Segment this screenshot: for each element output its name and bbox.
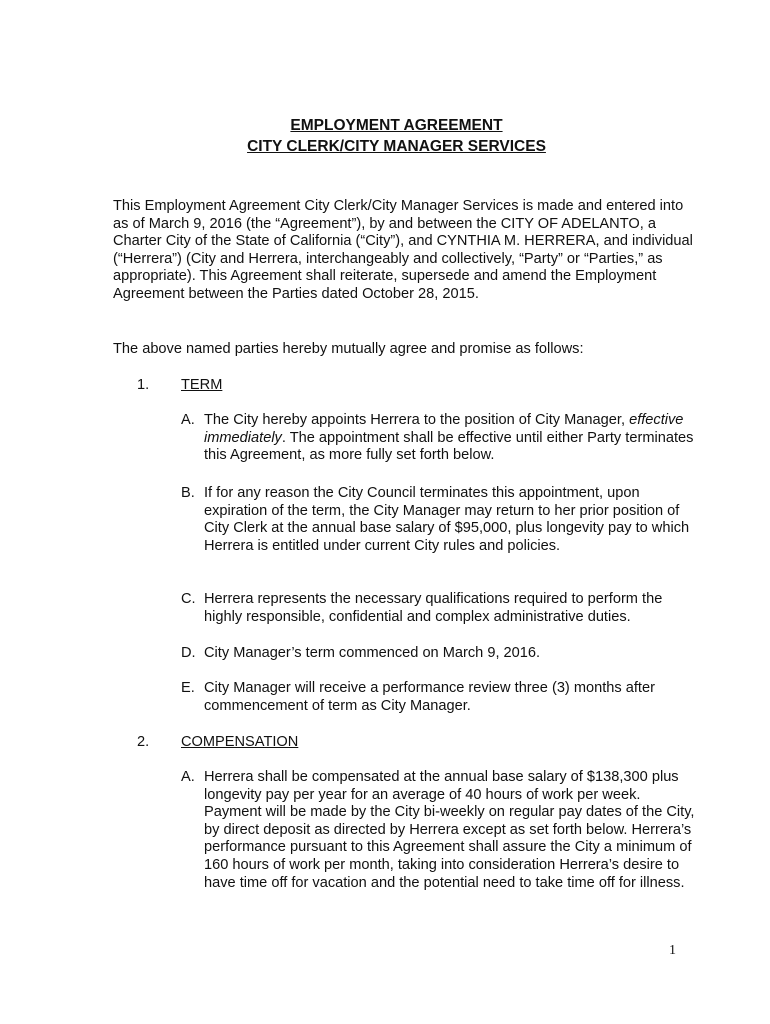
term-item-a [181, 412, 701, 465]
term-item-c [181, 591, 701, 626]
document-title [0, 115, 770, 157]
item-text: City Manager will receive a performance review three (3) months after commencement of term as City Manager. [204, 680, 655, 714]
intro-paragraph: This Employment Agreement City Clerk/City Manager Services is made and entered into as of March 9, 2016 (the “Agreement”), by and between the CITY OF ADELANTO, a Charter City of the State of California (“City”), and CYNTHIA M. HERRERA, and individual (“Herrera”) (City and Herrera, interchangeably and collectively, “Party” or “Parties,” as appropriate). This Agreement shall reiterate, supersede and amend the Employment Agreement between the Parties dated October 28, 2015. [113, 198, 693, 302]
section-number: 2. [137, 734, 150, 750]
item-text: The City hereby appoints Herrera to the position of City Manager, effective immediately. The appointment shall be effective until either Party terminates this Agreement, as more fully set forth below. [204, 412, 694, 464]
lead-in-paragraph: The above named parties hereby mutually agree and promise as follows: [113, 341, 584, 357]
item-letter: E. [181, 680, 195, 696]
item-text: If for any reason the City Council terminates this appointment, upon expiration of the term, the City Manager may return to her prior position of City Clerk at the annual base salary of $95,000, plus longevity pay to which Herrera is entitled under current City rules and policies. [204, 485, 690, 554]
item-text: Herrera shall be compensated at the annual base salary of $138,300 plus longevity pay per year for an average of 40 hours of work per week. Payment will be made by the City bi-weekly on regular pay dates of the City, by direct deposit as directed by Herrera except as set forth below. Herrera’s performance pursuant to this Agreement shall assure the City a minimum of 160 hours of work per month, taking into consideration Herrera’s desire to have time off for vacation and the potential need to take time off for illness. [204, 769, 695, 891]
item-letter: A. [181, 769, 195, 785]
term-item-d [181, 645, 701, 663]
item-letter: D. [181, 645, 196, 661]
compensation-item-a [181, 769, 701, 892]
title-line-1: EMPLOYMENT AGREEMENT [290, 117, 503, 134]
page-number: 1 [669, 943, 676, 958]
item-text: Herrera represents the necessary qualifications required to perform the highly responsible, confidential and complex administrative duties. [204, 591, 663, 625]
section-number: 1. [137, 377, 150, 393]
item-letter: B. [181, 485, 195, 501]
term-item-e [181, 680, 701, 715]
title-line-2: CITY CLERK/CITY MANAGER SERVICES [247, 138, 546, 155]
term-item-b [181, 485, 701, 555]
item-letter: C. [181, 591, 196, 607]
item-text: City Manager’s term commenced on March 9, 2016. [204, 645, 541, 661]
section-heading-term: TERM [181, 377, 223, 393]
emphasis-text: effective immediately [204, 412, 684, 446]
section-heading-compensation: COMPENSATION [181, 734, 299, 750]
item-letter: A. [181, 412, 195, 428]
